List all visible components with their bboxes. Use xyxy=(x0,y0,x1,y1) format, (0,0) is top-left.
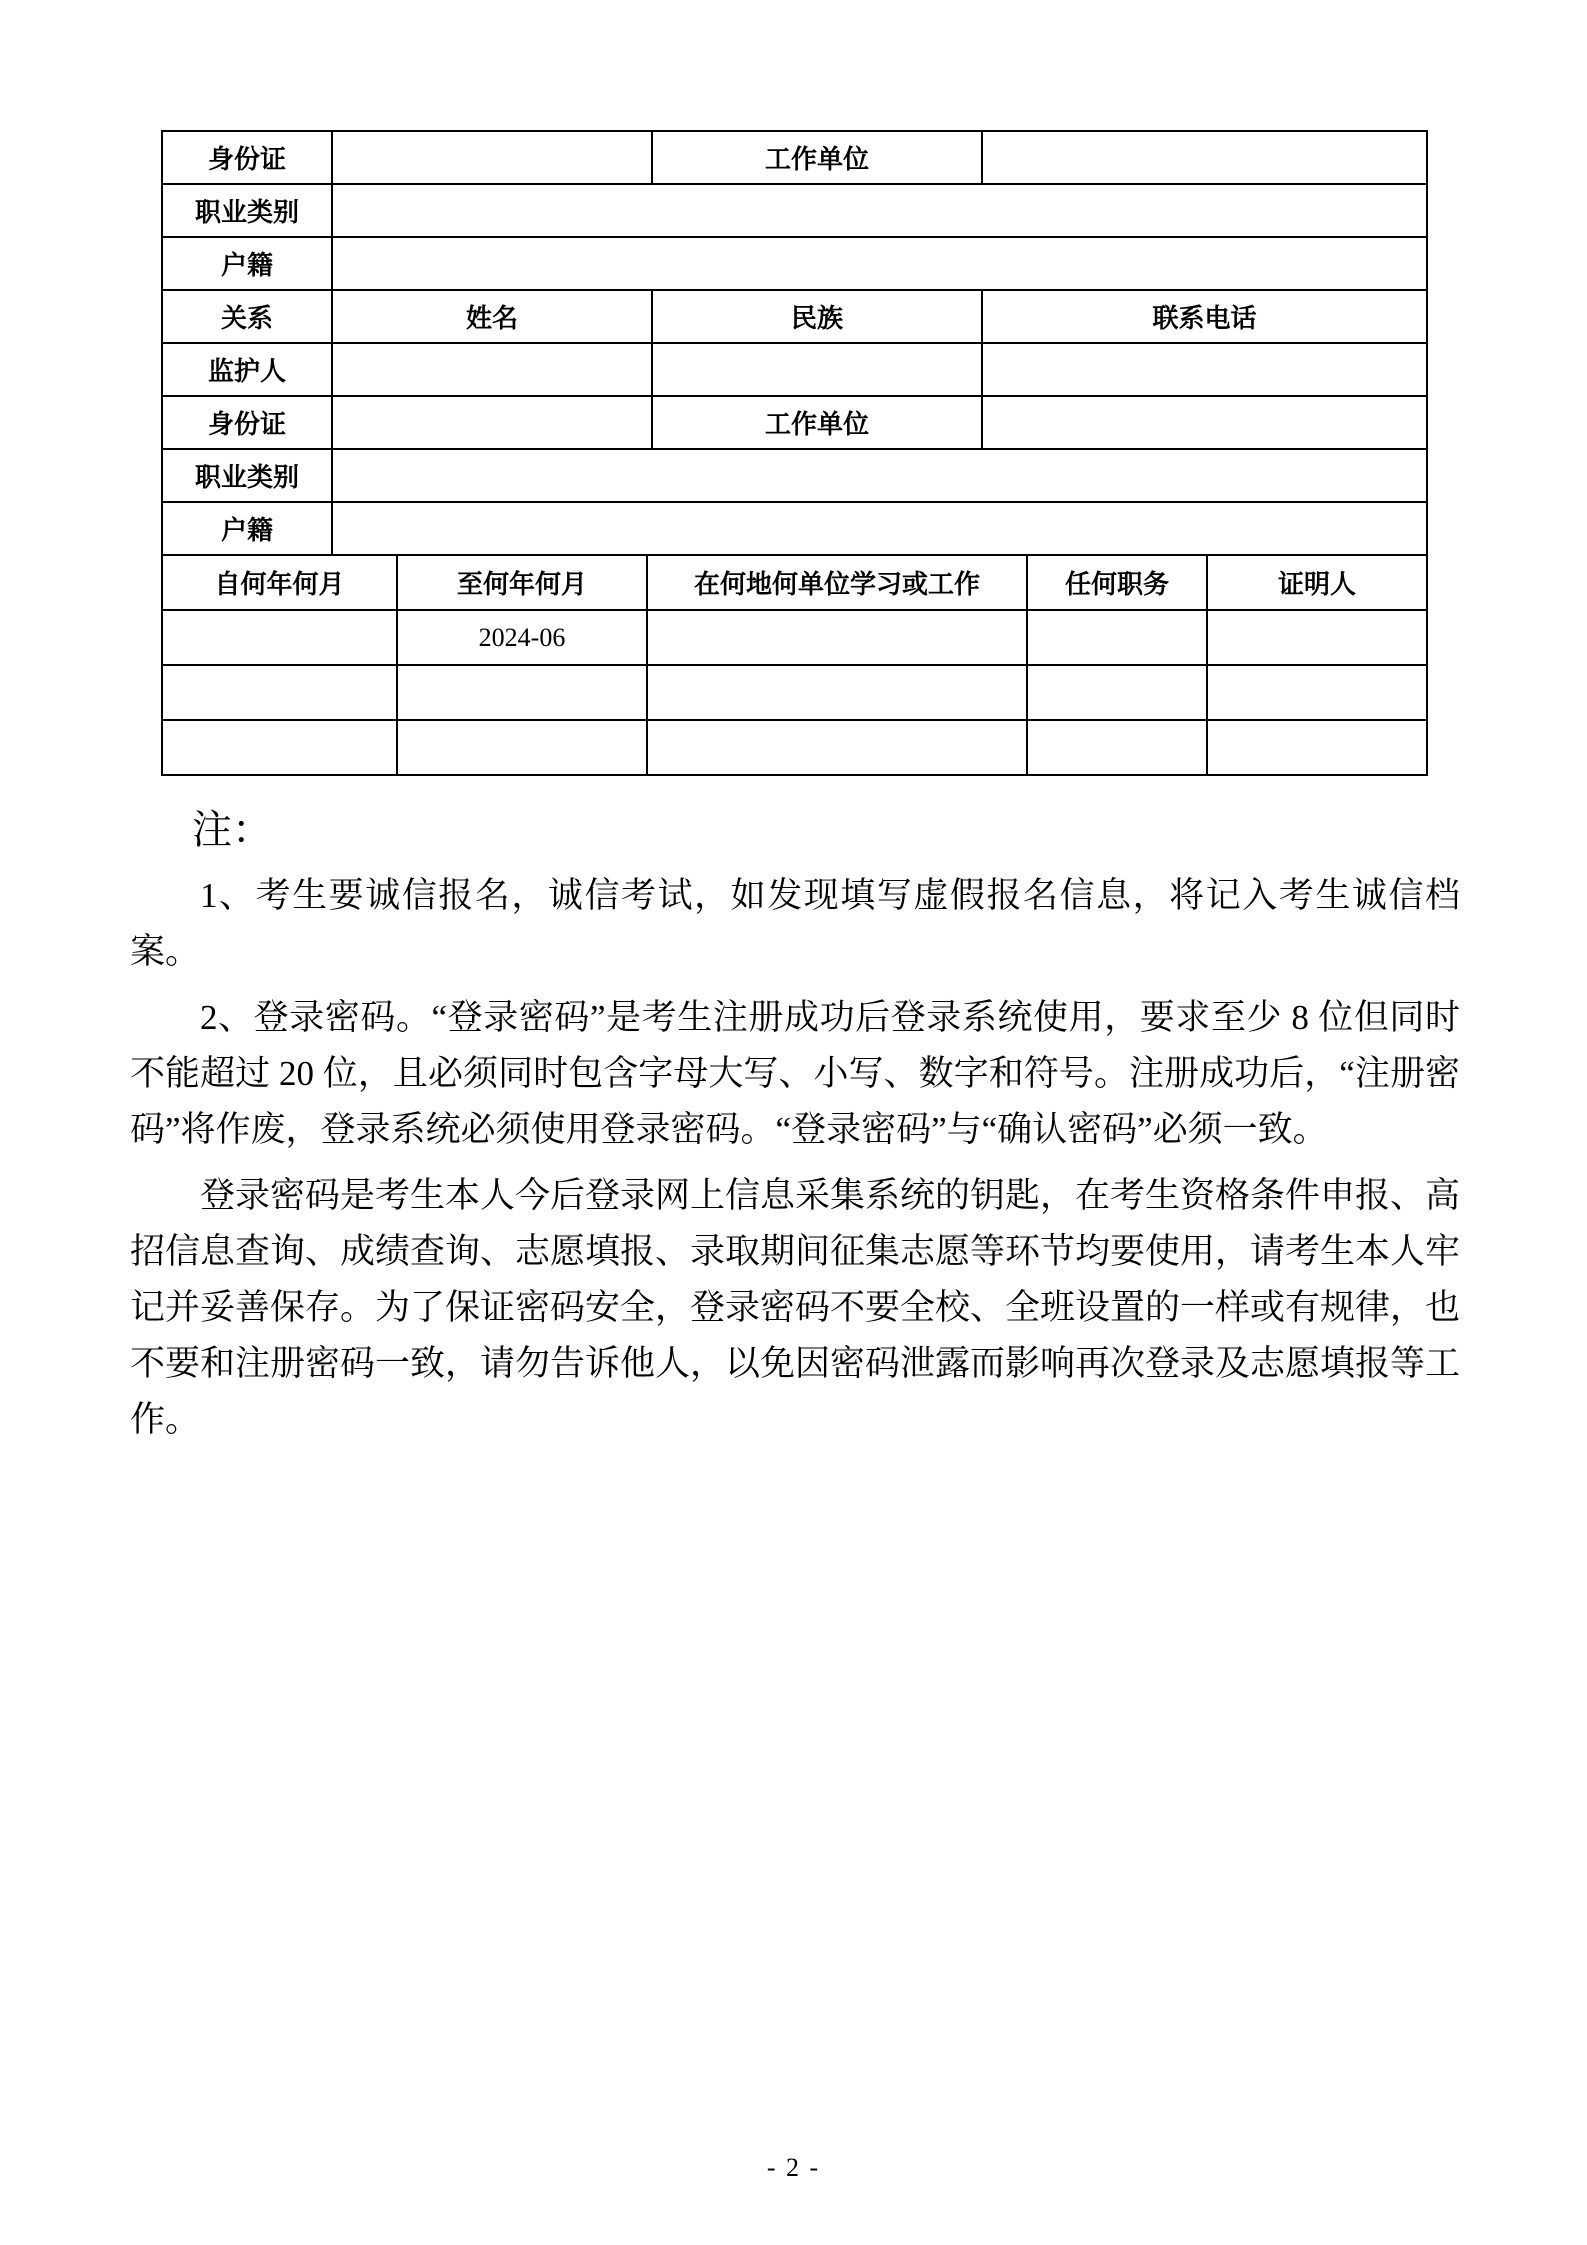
guardian-occupation-label: 职业类别 xyxy=(162,449,332,502)
table-row-id-card xyxy=(162,131,1427,184)
place-cell-1 xyxy=(647,610,1027,665)
guardian-name-value xyxy=(332,343,652,396)
reference-cell-1 xyxy=(1207,610,1427,665)
reference-header: 证明人 xyxy=(1207,555,1427,610)
table-row-guardian xyxy=(162,343,1427,396)
table-row-guardian-id-card xyxy=(162,396,1427,449)
id-card-label: 身份证 xyxy=(162,131,332,184)
page-number: - 2 - xyxy=(766,2153,821,2182)
occupation-value xyxy=(332,184,1427,237)
reference-cell-2 xyxy=(1207,665,1427,720)
to-date-cell-2 xyxy=(397,665,647,720)
candidate-info-table xyxy=(161,130,1428,556)
note-paragraph-2: 2、登录密码。“登录密码”是考生注册成功后登录系统使用，要求至少 8 位但同时不能超过 20 位，且必须同时包含字母大写、小写、数字和符号。注册成功后，“注册密码”将作废，登录系统必须使用登录密码。“登录密码”与“确认密码”必须一致。 xyxy=(130,998,1460,1149)
table-row-household xyxy=(162,237,1427,290)
from-date-cell-2 xyxy=(162,665,397,720)
reference-cell-3 xyxy=(1207,720,1427,775)
notes-section xyxy=(130,802,1460,1448)
position-cell-2 xyxy=(1027,665,1207,720)
history-header-row xyxy=(162,555,1427,610)
resume-history-table xyxy=(161,554,1428,776)
place-header: 在何地何单位学习或工作 xyxy=(647,555,1027,610)
position-header: 任何职务 xyxy=(1027,555,1207,610)
table-row-guardian-headers xyxy=(162,290,1427,343)
place-cell-2 xyxy=(647,665,1027,720)
occupation-label: 职业类别 xyxy=(162,184,332,237)
from-date-header: 自何年何月 xyxy=(162,555,397,610)
ethnicity-label: 民族 xyxy=(652,290,982,343)
guardian-phone-value xyxy=(982,343,1427,396)
place-cell-3 xyxy=(647,720,1027,775)
document-content xyxy=(130,130,1460,1458)
phone-label: 联系电话 xyxy=(982,290,1427,343)
id-card-value xyxy=(332,131,652,184)
from-date-cell-3 xyxy=(162,720,397,775)
history-row-2 xyxy=(162,665,1427,720)
history-row-3 xyxy=(162,720,1427,775)
table-row-guardian-occupation xyxy=(162,449,1427,502)
guardian-household-value xyxy=(332,502,1427,555)
name-label: 姓名 xyxy=(332,290,652,343)
guardian-ethnicity-value xyxy=(652,343,982,396)
position-cell-1 xyxy=(1027,610,1207,665)
guardian-household-label: 户籍 xyxy=(162,502,332,555)
household-label: 户籍 xyxy=(162,237,332,290)
guardian-work-unit-value xyxy=(982,396,1427,449)
guardian-id-card-value xyxy=(332,396,652,449)
guardian-label: 监护人 xyxy=(162,343,332,396)
notes-heading: 注： xyxy=(192,807,272,852)
from-date-cell-1 xyxy=(162,610,397,665)
work-unit-label: 工作单位 xyxy=(652,131,982,184)
to-date-cell-3 xyxy=(397,720,647,775)
to-date-header: 至何年何月 xyxy=(397,555,647,610)
work-unit-value xyxy=(982,131,1427,184)
table-row-guardian-household xyxy=(162,502,1427,555)
guardian-work-unit-label: 工作单位 xyxy=(652,396,982,449)
history-row-1 xyxy=(162,610,1427,665)
household-value xyxy=(332,237,1427,290)
note-paragraph-1: 1、考生要诚信报名，诚信考试，如发现填写虚假报名信息，将记入考生诚信档案。 xyxy=(130,876,1460,971)
position-cell-3 xyxy=(1027,720,1207,775)
relation-label: 关系 xyxy=(162,290,332,343)
note-paragraph-3: 登录密码是考生本人今后登录网上信息采集系统的钥匙，在考生资格条件申报、高招信息查询、成绩查询、志愿填报、录取期间征集志愿等环节均要使用，请考生本人牢记并妥善保存。为了保证密码安全，登录密码不要全校、全班设置的一样或有规律，也不要和注册密码一致，请勿告诉他人，以免因密码泄露而影响再次登录及志愿填报等工作。 xyxy=(130,1176,1461,1439)
guardian-occupation-value xyxy=(332,449,1427,502)
guardian-id-card-label: 身份证 xyxy=(162,396,332,449)
to-date-cell-1: 2024-06 xyxy=(397,610,647,665)
table-row-occupation xyxy=(162,184,1427,237)
